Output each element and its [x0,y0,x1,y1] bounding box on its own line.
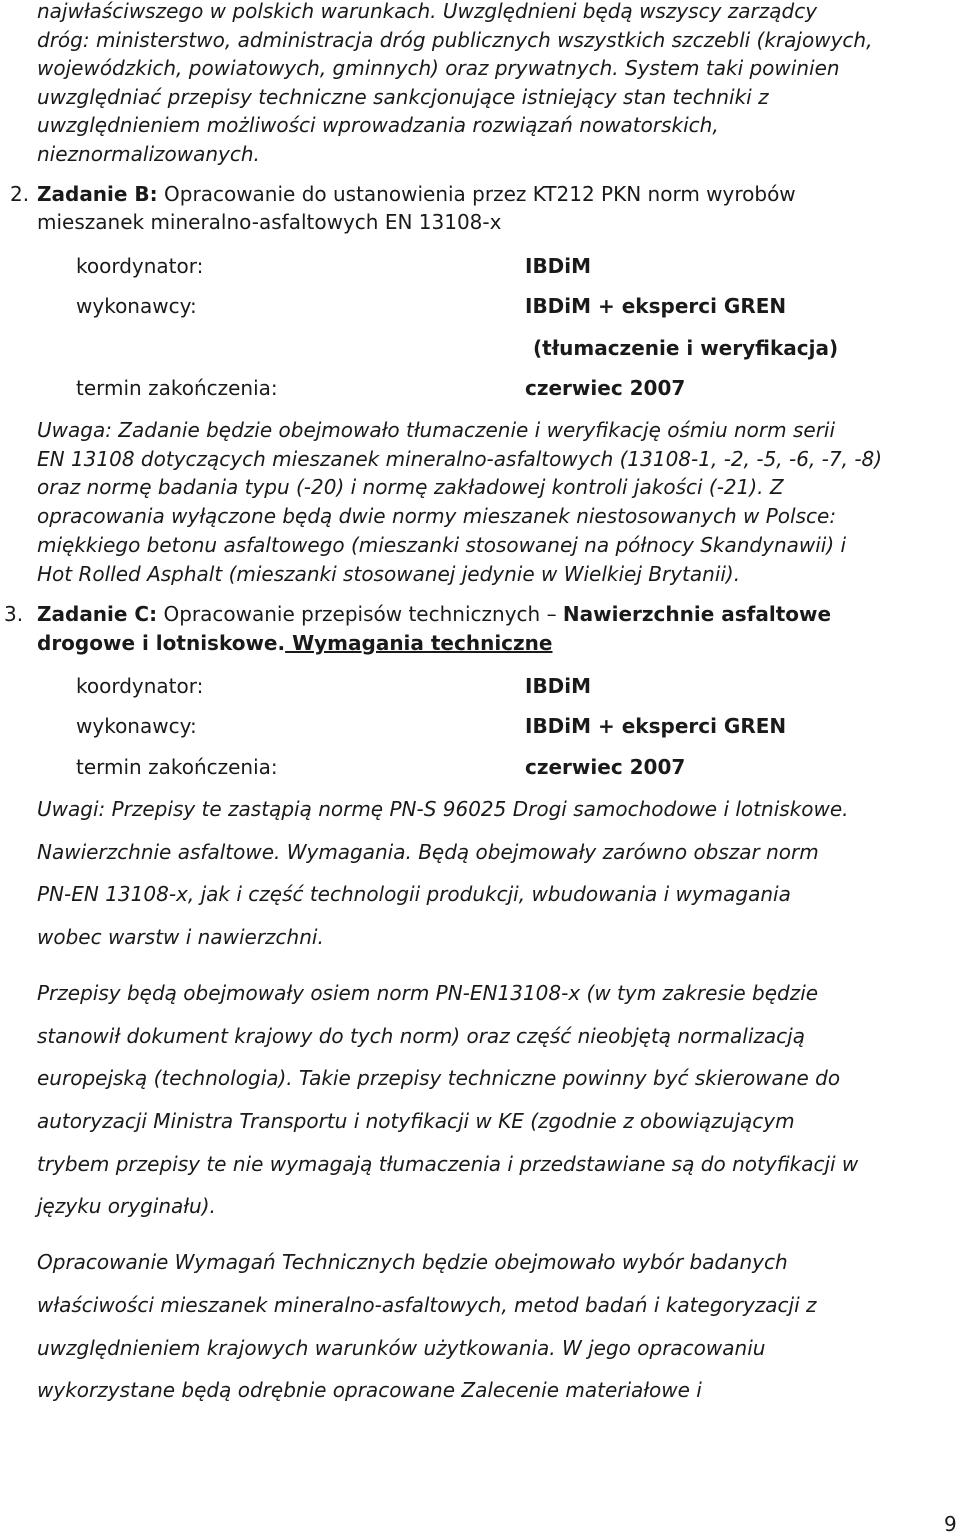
paragraph-line: uwzględnieniem krajowych warunków użytkowania. W jego opracowaniu [37,1336,766,1360]
remarks-line: Uwagi: Przepisy te zastąpią normę PN-S 96025 Drogi samochodowe i lotniskowe. [37,797,849,821]
paragraph-line: nieznormalizowanych. [37,142,260,166]
paragraph-line: stanowił dokument krajowy do tych norm) oraz część nieobjętą normalizacją [37,1024,805,1048]
remarks-line: Nawierzchnie asfaltowe. Wymagania. Będą obejmowały zarówno obszar norm [37,840,819,864]
contractors-note: (tłumaczenie i weryfikacja) [533,336,839,360]
list-number: 3. [4,602,24,626]
task-c-label: Zadanie C: [37,602,158,626]
paragraph-line: uwzględniać przepisy techniczne sankcjonujące istniejący stan techniki z [37,85,769,109]
paragraph-line: dróg: ministerstwo, administracja dróg publicznych wszystkich szczebli (krajowych, [37,28,873,52]
paragraph-line: Przepisy będą obejmowały osiem norm PN-EN13108-x (w tym zakresie będzie [37,981,819,1005]
paragraph-line: Opracowanie Wymagań Technicznych będzie obejmowało wybór badanych [37,1250,788,1274]
task-c-heading [37,601,831,627]
task-c-title-underlined: Wymagania techniczne [285,631,553,655]
deadline-value: czerwiec 2007 [525,376,686,400]
deadline-label: termin zakończenia: [76,376,278,400]
paragraph-line: autoryzacji Ministra Transportu i notyfikacji w KE (zgodnie z obowiązującym [37,1109,795,1133]
note-line: miękkiego betonu asfaltowego (mieszanki stosowanej na północy Skandynawii) i [37,533,847,557]
paragraph-line: języku oryginału). [37,1194,216,1218]
note-line: oraz normę badania typu (-20) i normę zakładowej kontroli jakości (-21). Z [37,475,784,499]
task-b-label: Zadanie B: [37,182,158,206]
task-c-title-bold: Nawierzchnie asfaltowe [562,602,832,626]
task-c-dash: – [546,602,563,626]
paragraph-line: wykorzystane będą odrębnie opracowane Zalecenie materiałowe i [37,1378,702,1402]
coordinator-value: IBDiM [525,674,592,698]
task-c-title-bold-2: drogowe i lotniskowe. [37,631,286,655]
contractors-label: wykonawcy: [76,294,197,318]
paragraph-line: właściwości mieszanek mineralno-asfaltowych, metod badań i kategoryzacji z [37,1293,817,1317]
deadline-value: czerwiec 2007 [525,755,686,779]
note-line: EN 13108 dotyczących mieszanek mineralno-asfaltowych (13108-1, -2, -5, -6, -7, -8) [37,447,883,471]
note-line: Hot Rolled Asphalt (mieszanki stosowanej jedynie w Wielkiej Brytanii). [37,562,741,586]
coordinator-label: koordynator: [76,674,204,698]
task-b-title: Opracowanie do ustanowienia przez KT212 PKN norm wyrobów [157,182,796,206]
paragraph-line: wojewódzkich, powiatowych, gminnych) oraz prywatnych. System taki powinien [37,56,840,80]
task-b-heading-line2: mieszanek mineralno-asfaltowych EN 13108-x [37,210,502,234]
note-line: Uwaga: Zadanie będzie obejmowało tłumaczenie i weryfikację ośmiu norm serii [37,418,836,442]
contractors-value: IBDiM + eksperci GREN [525,294,787,318]
contractors-value: IBDiM + eksperci GREN [525,714,787,738]
task-c-title: Opracowanie przepisów technicznych [157,602,547,626]
page-number: 9 [944,1512,957,1536]
note-line: opracowania wyłączone będą dwie normy mieszanek niestosowanych w Polsce: [37,504,837,528]
task-c-heading-line2 [37,630,552,656]
remarks-line: wobec warstw i nawierzchni. [37,925,324,949]
paragraph-line: trybem przepisy te nie wymagają tłumaczenia i przedstawiane są do notyfikacji w [37,1152,859,1176]
paragraph-line: uwzględnieniem możliwości wprowadzania rozwiązań nowatorskich, [37,113,719,137]
list-number: 2. [10,182,30,206]
paragraph-line: najwłaściwszego w polskich warunkach. Uwzględnieni będą wszyscy zarządcy [37,0,818,23]
remarks-line: PN-EN 13108-x, jak i część technologii produkcji, wbudowania i wymagania [37,882,791,906]
contractors-label: wykonawcy: [76,714,197,738]
coordinator-value: IBDiM [525,254,592,278]
deadline-label: termin zakończenia: [76,755,278,779]
coordinator-label: koordynator: [76,254,204,278]
task-b-heading [37,181,796,207]
paragraph-line: europejską (technologia). Takie przepisy techniczne powinny być skierowane do [37,1066,841,1090]
